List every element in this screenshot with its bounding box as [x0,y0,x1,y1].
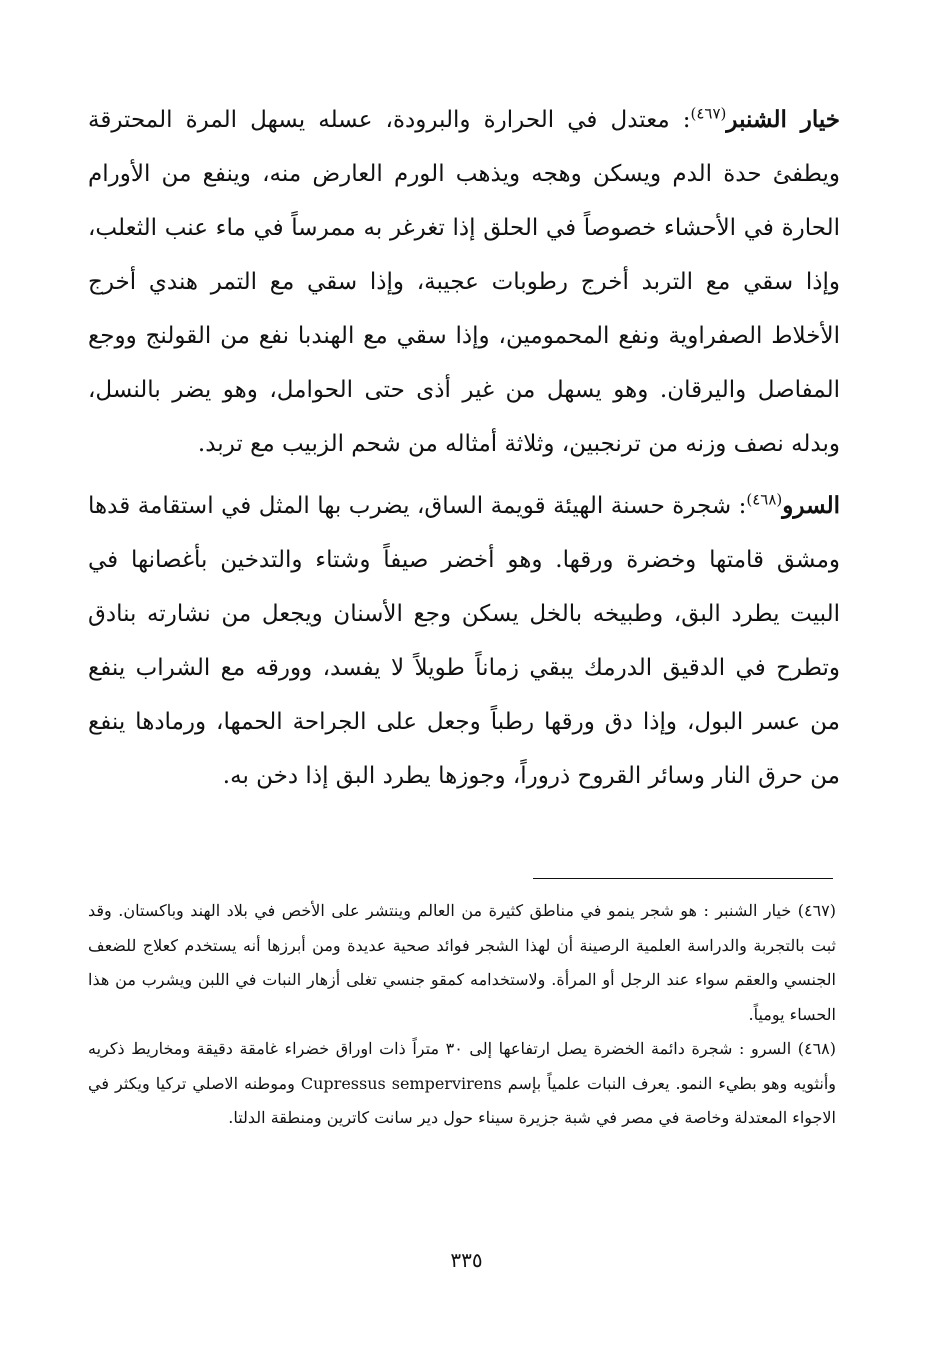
footnote-468: (٤٦٨) السرو : شجرة دائمة الخضرة يصل ارتفاعها إلى ٣٠ متراً ذات اوراق خضراء غامقة دقيقة ومخاريط ذكريه وأنثويه وهو بطيء النمو. يعرف النبات علمياً بإسم Cupressus sempervirens وموطنه الاصلي تركيا ويكثر في الاجواء المعتدلة وخاصة في مصر في شبة جزيرة سيناء حول دير سانت كاترين ومنطقة الدلتا. [88,1039,837,1127]
entry-text: : شجرة حسنة الهيئة قويمة الساق، يضرب بها المثل في استقامة قدها ومشق قامتها وخضرة ورقها. وهو أخضر صيفاً وشتاء والتدخين بأغصانها في البيت يطرد البق، وطبيخه بالخل يسكن وجع الأسنان ويجعل من نشارته بنادق وتطرح في الدقيق الدرمك يبقي زماناً طويلاً لا يفسد، وورقه مع الشراب ينفع من عسر البول، وإذا دق ورقها رطباً وجعل على الجراحة الحمها، ورمادها ينفع من حرق النار وسائر القروح ذروراً، وجوزها يطرد البق إذا دخن به. [88,493,840,789]
footnote-467: (٤٦٧) خيار الشنبر : هو شجر ينمو في مناطق كثيرة من العالم وينتشر على الأخص في بلاد الهند وباكستان. وقد ثبت بالتجربة والدراسة العلمية الرصينة أن لهذا الشجر فوائد صحية عديدة ومن أبرزها أنه يستخدم كعلاج للضعف الجنسي والعقم سواء عند الرجل أو المرأة. ولاستخدامه كمقو جنسي تغلى أزهار النبات في اللبن ويشرب من هذا الحساء يومياً. [88,901,836,1024]
entry-text: : معتدل في الحرارة والبرودة، عسله يسهل المرة المحترقة ويطفئ حدة الدم ويسكن وهجه ويذهب الورم العارض منه، وينفع من الأورام الحارة في الأحشاء خصوصاً في الحلق إذا تغرغر به ممرساً في ماء عنب الثعلب، وإذا سقي مع التربد أخرج رطوبات عجيبة، وإذا سقي مع التمر هندي أخرج الأخلاط الصفراوية ونفع المحمومين، وإذا سقي مع الهندبا نفع من القولنج ووجع المفاصل واليرقان. وهو يسهل من غير أذى حتى الحوامل، وهو يضر بالنسل، وبدله نصف وزنه من ترنجبين، وثلاثة أمثاله من شحم الزبيب مع تربد. [88,107,840,457]
entry-khiyar-shanbar [88,93,840,471]
entry-headword: خيار الشنبر [726,106,840,133]
entry-sarw [88,479,840,803]
footnote-reference: (٤٦٧) [690,104,727,123]
page-number: ٣٣٥ [450,1248,483,1272]
footnote-divider [533,878,833,879]
footnote-reference: (٤٦٨) [746,490,783,509]
footnotes [88,894,836,1136]
entry-headword: السرو [782,492,840,519]
